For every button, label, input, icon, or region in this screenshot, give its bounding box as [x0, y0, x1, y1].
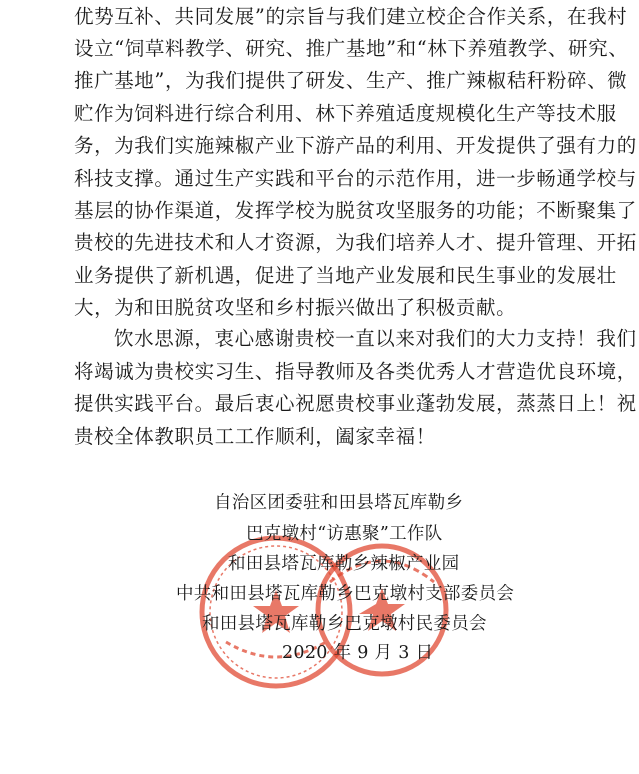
signature-line-5: 和田县塔瓦库勒乡巴克墩村民委员会 [202, 614, 487, 634]
paragraph-1-line-1: 优势互补、共同发展”的宗旨与我们建立校企合作关系，在我村 [74, 5, 628, 28]
paragraph-1-line-4: 贮作为饲料进行综合利用、林下养殖适度规模化生产等技术服 [74, 102, 617, 125]
paragraph-1-line-2: 设立“饲草料教学、研究、推广基地”和“林下养殖教学、研究、 [74, 37, 629, 60]
signature-line-4: 中共和田县塔瓦库勒乡巴克墩村支部委员会 [176, 584, 515, 604]
paragraph-1-line-7: 基层的协作渠道，发挥学校为脱贫攻坚服务的功能；不断聚集了 [74, 199, 637, 222]
paragraph-2-line-2: 将竭诚为贵校实习生、指导教师及各类优秀人才营造优良环境， [74, 360, 637, 383]
signature-date: 2020 年 9 月 3 日 [282, 643, 434, 663]
signature-line-2: 巴克墩村“访惠聚”工作队 [246, 524, 443, 544]
paragraph-1-line-10: 大，为和田脱贫攻坚和乡村振兴做出了积极贡献。 [74, 296, 517, 319]
paragraph-1-line-5: 务，为我们实施辣椒产业下游产品的利用、开发提供了强有力的 [74, 134, 637, 157]
signature-line-1: 自治区团委驻和田县塔瓦库勒乡 [214, 493, 464, 513]
paragraph-1-line-9: 业务提供了新机遇，促进了当地产业发展和民生事业的发展壮 [74, 264, 617, 287]
paragraph-2-line-4: 贵校全体教职员工工作顺利，阖家幸福！ [74, 425, 436, 448]
signature-line-3: 和田县塔瓦库勒乡辣椒产业园 [228, 554, 460, 574]
paragraph-1-line-3: 推广基地”，为我们提供了研发、生产、推广辣椒秸秆粉碎、微 [74, 69, 628, 92]
paragraph-2-line-3: 提供实践平台。最后衷心祝愿贵校事业蓬勃发展，蒸蒸日上！祝 [74, 392, 637, 415]
paragraph-2-line-1: 饮水思源，衷心感谢贵校一直以来对我们的大力支持！我们 [114, 327, 637, 350]
paragraph-1-line-6: 科技支撑。通过生产实践和平台的示范作用，进一步畅通学校与 [74, 167, 637, 190]
paragraph-1-line-8: 贵校的先进技术和人才资源，为我们培养人才、提升管理、开拓 [74, 231, 637, 254]
